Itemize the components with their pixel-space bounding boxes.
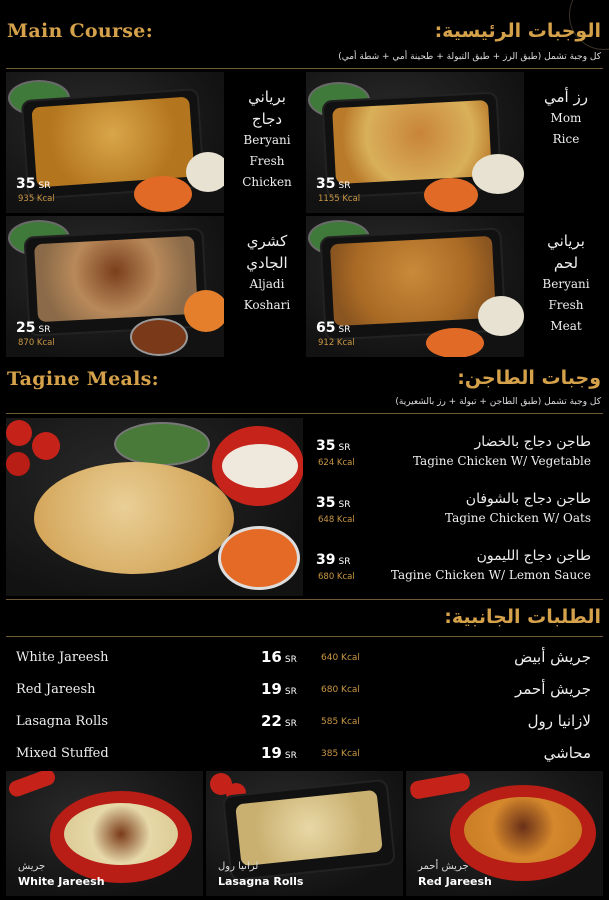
price: 65 SR	[316, 320, 351, 336]
menu-photo-mom-rice	[306, 72, 524, 213]
photo-red-jareesh	[406, 771, 603, 896]
calories: 912 Kcal	[318, 338, 355, 348]
item-name-ar: طاجن دجاج بالخضار	[474, 434, 591, 450]
divider	[6, 599, 603, 600]
tagine-title-en: Tagine Meals:	[7, 368, 159, 390]
item-name-en: Aljadi	[249, 277, 285, 291]
photo-label-ar: جريش أحمر	[418, 861, 469, 872]
item-name-en: Meat	[550, 319, 582, 333]
item-name-en: Koshari	[243, 298, 291, 312]
side-item	[16, 646, 591, 676]
photo-label-en: Red Jareesh	[418, 875, 492, 888]
item-name-ar: رز أمي	[544, 88, 588, 106]
item-name-ar: جريش أحمر	[514, 680, 591, 698]
photo-white-jareesh	[6, 771, 203, 896]
price: 22 SR	[261, 712, 297, 730]
price: 39 SR	[316, 552, 351, 568]
item-name-ar: طاجن دجاج الليمون	[476, 548, 591, 564]
side-item	[16, 678, 591, 708]
calories: 640 Kcal	[321, 653, 360, 663]
divider	[6, 636, 603, 637]
tagine-subtitle: كل وجبة تشمل (طبق الطاجن + تبولة + رز بالشعيرية)	[395, 397, 601, 407]
price: 35 SR	[316, 438, 351, 454]
main-course-title-en: Main Course:	[7, 20, 154, 42]
menu-item-beryani-meat	[528, 230, 604, 337]
item-name-ar: كشري	[246, 232, 288, 250]
item-name-ar: دجاج	[251, 110, 283, 128]
item-name-ar: برياني	[547, 232, 585, 250]
menu-item-mom-rice	[528, 86, 604, 150]
calories: 680 Kcal	[318, 572, 355, 582]
menu-item-koshari	[228, 230, 306, 316]
calories: 1155 Kcal	[318, 194, 361, 204]
tagine-title-ar: وجبات الطاجن:	[457, 367, 601, 389]
price: 35 SR	[316, 495, 351, 511]
item-name-en: Fresh	[548, 298, 584, 312]
item-name-en: Mixed Stuffed	[16, 746, 109, 761]
item-name-en: Tagine Chicken W/ Vegetable	[412, 454, 591, 468]
price: 35 SR	[16, 176, 51, 192]
calories: 680 Kcal	[321, 685, 360, 695]
photo-label-en: Lasagna Rolls	[218, 875, 304, 888]
item-name-en: Fresh	[249, 154, 285, 168]
price: 19 SR	[261, 744, 297, 762]
photo-lasagna-rolls	[206, 771, 403, 896]
menu-photo-beryani-meat	[306, 216, 524, 357]
item-name-ar: محاشي	[543, 744, 591, 762]
calories: 870 Kcal	[18, 338, 55, 348]
item-name-ar: لحم	[553, 254, 579, 272]
item-name-en: White Jareesh	[16, 650, 109, 665]
item-name-en: Lasagna Rolls	[16, 714, 108, 729]
sides-title-ar: الطلبات الجانبية:	[444, 606, 601, 628]
calories: 585 Kcal	[321, 717, 360, 727]
calories: 648 Kcal	[318, 515, 355, 525]
divider	[6, 68, 603, 69]
price: 19 SR	[261, 680, 297, 698]
calories: 935 Kcal	[18, 194, 55, 204]
main-course-subtitle: كل وجبة تشمل (طبق الرز + طبق التبولة + طحينة أمي + شطة أمي)	[338, 52, 601, 62]
calories: 624 Kcal	[318, 458, 355, 468]
item-name-en: Tagine Chicken W/ Lemon Sauce	[390, 568, 591, 582]
item-name-ar: الجادي	[246, 254, 288, 272]
menu-photo-koshari	[6, 216, 224, 357]
main-course-title-ar: الوجبات الرئيسية:	[434, 20, 601, 42]
item-name-en: Tagine Chicken W/ Oats	[445, 511, 591, 525]
item-name-ar: برياني	[248, 88, 286, 106]
item-name-en: Rice	[552, 132, 580, 146]
divider	[6, 413, 603, 414]
item-name-ar: طاجن دجاج بالشوفان	[465, 491, 591, 507]
calories: 385 Kcal	[321, 749, 360, 759]
photo-label-ar: لزانيا رول	[218, 861, 259, 872]
price: 25 SR	[16, 320, 51, 336]
price: 35 SR	[316, 176, 351, 192]
side-item	[16, 710, 591, 740]
photo-label-ar: جريش	[18, 861, 46, 872]
item-name-ar: لازانيا رول	[527, 712, 591, 730]
item-name-en: Beryani	[243, 133, 291, 147]
item-name-en: Mom	[550, 111, 582, 125]
photo-label-en: White Jareesh	[18, 875, 105, 888]
side-item	[16, 742, 591, 772]
item-name-en: Chicken	[242, 175, 292, 189]
menu-item-beryani-chicken	[228, 86, 306, 193]
menu-photo-beryani-chicken	[6, 72, 224, 213]
item-name-en: Beryani	[542, 277, 590, 291]
item-name-en: Red Jareesh	[16, 682, 96, 697]
price: 16 SR	[261, 648, 297, 666]
item-name-ar: جريش أبيض	[514, 648, 591, 666]
menu-photo-tagine	[6, 418, 303, 596]
